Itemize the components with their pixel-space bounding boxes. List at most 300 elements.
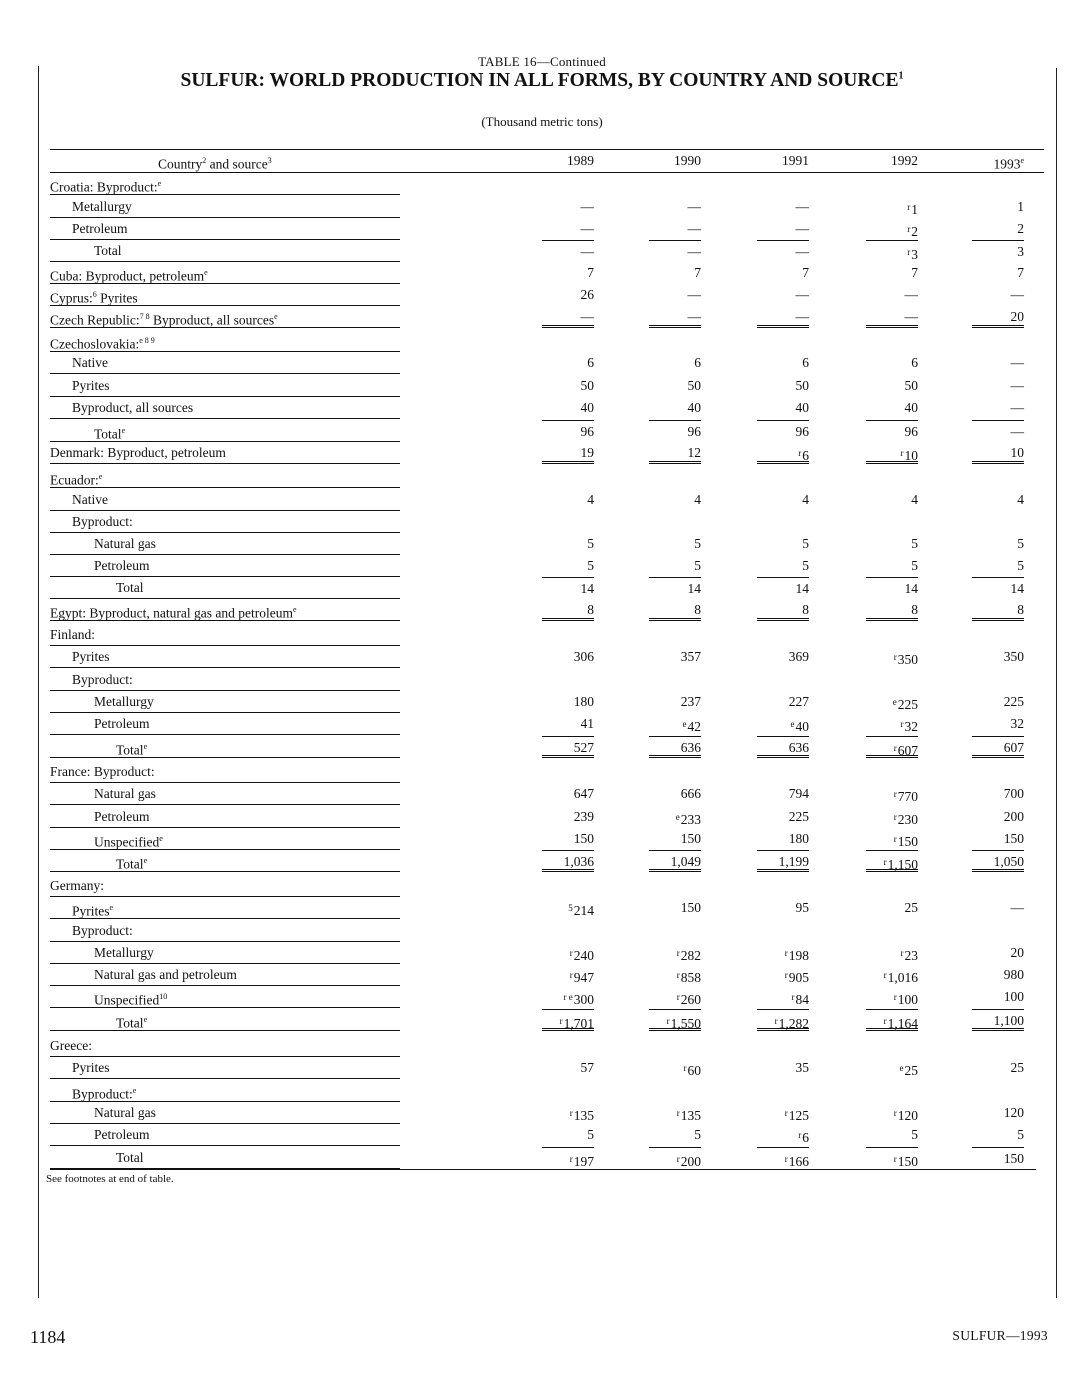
- cell-value: 225: [788, 809, 809, 824]
- cell-value: 50: [904, 378, 918, 393]
- row-label-text: Metallurgy: [94, 945, 154, 960]
- table-row: [0, 330, 1084, 352]
- cell-value: 3: [1017, 244, 1024, 259]
- cell-value: 20: [1010, 309, 1024, 324]
- value-footnote-mark: r: [900, 448, 904, 458]
- cell-value: 607: [1003, 740, 1024, 755]
- value-footnote-mark: r: [900, 948, 904, 958]
- cell-value: 7: [694, 265, 701, 280]
- table-cell-1989: [542, 555, 594, 577]
- cell-value: 40: [580, 400, 594, 415]
- cell-value: 794: [788, 786, 809, 801]
- table-cell-1991: [757, 442, 809, 464]
- row-label-footnote: e: [143, 742, 148, 751]
- row-label: [50, 828, 400, 850]
- cell-value: 96: [687, 424, 701, 439]
- value-footnote-mark: r: [893, 1108, 897, 1118]
- row-label-text: Unspecified: [94, 992, 160, 1008]
- table-cell-1991: [757, 964, 809, 986]
- row-label-text: Petroleum: [94, 809, 150, 824]
- table-cell-1991: [757, 375, 809, 397]
- table-cell-1991: [757, 306, 809, 328]
- table-cell-1991: [757, 850, 809, 872]
- row-label-footnote: e: [157, 179, 162, 188]
- table-cell-1990: [649, 240, 701, 262]
- table-cell-1989: [542, 420, 594, 442]
- value-footnote-mark: 5: [568, 903, 573, 913]
- row-label: [50, 511, 400, 533]
- cell-value: 527: [573, 740, 594, 755]
- row-label-text: Petroleum: [94, 1127, 150, 1142]
- cell-value: 770: [897, 789, 918, 804]
- cell-value: 150: [897, 834, 918, 849]
- cell-value: 8: [802, 602, 809, 617]
- cell-value: 125: [788, 1108, 809, 1123]
- cell-value: 6: [911, 355, 918, 370]
- table-cell-1992: [866, 850, 918, 872]
- header-source-sup: 3: [267, 156, 272, 165]
- value-footnote-mark: r: [907, 202, 911, 212]
- cell-value: 2: [911, 224, 918, 239]
- table-cell-1993: [972, 691, 1024, 713]
- table-cell-1990: [649, 577, 701, 599]
- table-cell-1992: [866, 397, 918, 419]
- table-row: [0, 986, 1084, 1008]
- cell-value: 1: [911, 202, 918, 217]
- cell-value: 230: [897, 812, 918, 827]
- cell-value: —: [795, 244, 809, 259]
- table-cell-1990: [649, 375, 701, 397]
- cell-value: 260: [680, 992, 701, 1007]
- table-row: [0, 920, 1084, 942]
- row-label-text: Greece:: [50, 1038, 92, 1053]
- table-cell-1990: [649, 555, 701, 577]
- cell-value: 180: [573, 694, 594, 709]
- row-label-footnote: e: [143, 856, 148, 865]
- cell-value: 5: [911, 1127, 918, 1142]
- year-header-1992: [866, 150, 918, 172]
- table-cell-1989: [542, 306, 594, 328]
- row-label-text: Natural gas and petroleum: [94, 967, 237, 982]
- table-cell-1989: [542, 646, 594, 668]
- cell-value: 50: [580, 378, 594, 393]
- row-label-text: Petroleum: [94, 716, 150, 731]
- row-label-text: Total: [116, 1015, 144, 1031]
- row-label-text: Egypt: Byproduct, natural gas and petroleum: [50, 605, 293, 621]
- year-header-text: 1991: [782, 153, 809, 168]
- table-cell-1991: [757, 555, 809, 577]
- value-footnote-mark: r: [569, 948, 573, 958]
- row-label: [50, 599, 400, 621]
- table-cell-1990: [649, 442, 701, 464]
- table-row: [0, 691, 1084, 713]
- table-cell-1989: [542, 489, 594, 511]
- cell-value: 239: [573, 809, 594, 824]
- row-label-text: Pyrites: [72, 1060, 110, 1075]
- table-row: [0, 173, 1084, 195]
- table-cell-1992: [866, 599, 918, 621]
- table-cell-1993: [972, 196, 1024, 218]
- table-cell-1990: [649, 713, 701, 735]
- cell-value: 166: [788, 1154, 809, 1169]
- cell-value: 357: [680, 649, 701, 664]
- units-note: (Thousand metric tons): [481, 114, 603, 129]
- table-row: [0, 1080, 1084, 1102]
- table-cell-1989: [542, 1009, 594, 1031]
- cell-value: 4: [802, 492, 809, 507]
- row-label: [50, 218, 400, 240]
- value-footnote-mark: r: [784, 948, 788, 958]
- value-footnote-mark: r: [676, 970, 680, 980]
- year-header-text: 1990: [674, 153, 701, 168]
- row-label: [50, 942, 400, 964]
- cell-value: 96: [904, 424, 918, 439]
- row-label: [50, 352, 400, 374]
- year-header-1993: [972, 150, 1024, 172]
- cell-value: 50: [687, 378, 701, 393]
- cell-value: —: [904, 309, 918, 324]
- header-and-source: and source: [206, 156, 268, 172]
- table-cell-1989: [542, 828, 594, 850]
- cell-value: —: [687, 309, 701, 324]
- table-title: [0, 70, 1084, 92]
- table-bottom-rule: [50, 1169, 1036, 1170]
- cell-value: 5: [694, 1127, 701, 1142]
- table-cell-1990: [649, 599, 701, 621]
- year-header-text: 1993: [993, 156, 1021, 172]
- table-row: [0, 533, 1084, 555]
- row-label: [50, 897, 400, 919]
- cell-value: 150: [897, 1154, 918, 1169]
- row-label: [50, 986, 400, 1008]
- row-label-footnote: e: [204, 268, 208, 277]
- cell-value: 8: [694, 602, 701, 617]
- table-cell-1993: [972, 646, 1024, 668]
- table-cell-1992: [866, 577, 918, 599]
- row-label-text: Pyrites: [96, 290, 138, 306]
- cell-value: 636: [680, 740, 701, 755]
- cell-value: 5: [911, 536, 918, 551]
- table-row: [0, 511, 1084, 533]
- value-footnote-mark: r: [784, 970, 788, 980]
- table-row: [0, 624, 1084, 646]
- row-label-text: Czechoslovakia:: [50, 336, 140, 352]
- table-cell-1989: [542, 850, 594, 872]
- cell-value: 14: [795, 581, 809, 596]
- cell-value: 23: [904, 948, 918, 963]
- value-footnote-mark: r: [893, 1154, 897, 1164]
- table-cell-1990: [649, 1147, 701, 1169]
- cell-value: 1,016: [887, 970, 918, 985]
- table-cell-1993: [972, 986, 1024, 1008]
- table-cell-1990: [649, 262, 701, 284]
- row-label: [50, 646, 400, 668]
- cell-value: 135: [680, 1108, 701, 1123]
- cell-value: 233: [680, 812, 701, 827]
- cell-value: 1,150: [887, 857, 918, 872]
- table-row: [0, 713, 1084, 735]
- row-label-text: Petroleum: [72, 221, 128, 236]
- row-label: [50, 736, 400, 758]
- row-label: [50, 306, 400, 328]
- table-cell-1989: [542, 577, 594, 599]
- row-label-footnote: 6: [92, 290, 97, 299]
- year-header-text: 1992: [891, 153, 918, 168]
- cell-value: 5: [587, 558, 594, 573]
- row-label-text: Pyrites: [72, 903, 110, 919]
- table-cell-1992: [866, 352, 918, 374]
- cell-value: —: [795, 309, 809, 324]
- row-label: [50, 284, 400, 306]
- table-cell-1992: [866, 284, 918, 306]
- cell-value: 5: [1017, 558, 1024, 573]
- table-row: [0, 1102, 1084, 1124]
- row-label: [50, 1009, 400, 1031]
- cell-value: 282: [680, 948, 701, 963]
- value-footnote-mark: r: [791, 992, 795, 1002]
- row-label: [50, 1124, 400, 1146]
- table-cell-1992: [866, 964, 918, 986]
- cell-value: 197: [573, 1154, 594, 1169]
- table-row: [0, 352, 1084, 374]
- cell-value: 7: [587, 265, 594, 280]
- page-number: 1184: [30, 1327, 66, 1347]
- table-cell-1991: [757, 783, 809, 805]
- row-label: [50, 713, 400, 735]
- table-cell-1993: [972, 942, 1024, 964]
- cell-value: 25: [1010, 1060, 1024, 1075]
- table-row: [0, 828, 1084, 850]
- cell-value: 4: [911, 492, 918, 507]
- table-cell-1993: [972, 828, 1024, 850]
- table-cell-1992: [866, 555, 918, 577]
- cell-value: 150: [680, 831, 701, 846]
- table-row: [0, 375, 1084, 397]
- table-row: [0, 1009, 1084, 1031]
- cell-value: —: [795, 199, 809, 214]
- value-footnote-mark: r: [893, 992, 897, 1002]
- table-cell-1993: [972, 218, 1024, 240]
- row-label-text: Finland:: [50, 627, 96, 642]
- cell-value: —: [1010, 424, 1024, 439]
- cell-value: 19: [580, 445, 594, 460]
- table-cell-1993: [972, 599, 1024, 621]
- table-row: [0, 897, 1084, 919]
- table-cell-1990: [649, 196, 701, 218]
- row-label-text: Total: [116, 742, 144, 758]
- cell-value: 7: [802, 265, 809, 280]
- table-cell-1990: [649, 533, 701, 555]
- cell-value: 14: [904, 581, 918, 596]
- row-label: [50, 397, 400, 419]
- table-cell-1992: [866, 306, 918, 328]
- cell-value: 214: [573, 903, 594, 918]
- table-cell-1993: [972, 964, 1024, 986]
- table-cell-1991: [757, 828, 809, 850]
- cell-value: 200: [1003, 809, 1024, 824]
- cell-value: 14: [1010, 581, 1024, 596]
- table-cell-1991: [757, 599, 809, 621]
- row-label: [50, 1102, 400, 1124]
- table-row: [0, 806, 1084, 828]
- cell-value: 300: [573, 992, 594, 1007]
- cell-value: 1,100: [993, 1013, 1024, 1028]
- cell-value: —: [687, 199, 701, 214]
- value-footnote-mark: r: [907, 247, 911, 257]
- cell-value: 14: [687, 581, 701, 596]
- value-footnote-mark: r: [676, 1108, 680, 1118]
- cell-value: 1,701: [563, 1016, 594, 1031]
- cell-value: 8: [1017, 602, 1024, 617]
- table-title-text: SULFUR: WORLD PRODUCTION IN ALL FORMS, BY COUNTRY AND SOURCE: [180, 70, 899, 91]
- table-cell-1989: [542, 1057, 594, 1079]
- cell-value: 5: [694, 536, 701, 551]
- row-label-text: Metallurgy: [94, 694, 154, 709]
- row-label-text: Native: [72, 492, 108, 507]
- row-label-text: Cuba: Byproduct, petroleum: [50, 268, 205, 284]
- table-cell-1992: [866, 806, 918, 828]
- value-footnote-mark: r: [774, 1016, 778, 1026]
- table-cell-1991: [757, 1147, 809, 1169]
- value-footnote-mark: r: [559, 1016, 563, 1026]
- cell-value: 25: [904, 1063, 918, 1078]
- table-cell-1992: [866, 1102, 918, 1124]
- cell-value: 1,282: [778, 1016, 809, 1031]
- table-row: [0, 875, 1084, 897]
- table-cell-1991: [757, 897, 809, 919]
- table-row: [0, 669, 1084, 691]
- table-cell-1992: [866, 828, 918, 850]
- value-footnote-mark: r: [784, 1154, 788, 1164]
- cell-value: —: [1010, 900, 1024, 915]
- cell-value: 5: [1017, 1127, 1024, 1142]
- row-label-text: Total: [116, 856, 144, 872]
- cell-value: —: [580, 309, 594, 324]
- table-cell-1990: [649, 828, 701, 850]
- table-cell-1989: [542, 284, 594, 306]
- cell-value: 980: [1003, 967, 1024, 982]
- cell-value: 96: [795, 424, 809, 439]
- cell-value: 150: [1003, 1151, 1024, 1166]
- table-cell-1993: [972, 1124, 1024, 1146]
- value-footnote-mark: r: [569, 970, 573, 980]
- cell-value: 198: [788, 948, 809, 963]
- cell-value: 150: [680, 900, 701, 915]
- cell-value: 200: [680, 1154, 701, 1169]
- cell-value: —: [687, 221, 701, 236]
- row-label: [50, 964, 400, 986]
- table-cell-1993: [972, 375, 1024, 397]
- cell-value: —: [687, 287, 701, 302]
- table-cell-1992: [866, 1057, 918, 1079]
- value-footnote-mark: r: [798, 1130, 802, 1140]
- year-header-1990: [649, 150, 701, 172]
- table-cell-1989: [542, 442, 594, 464]
- cell-value: 607: [897, 743, 918, 758]
- row-label: [50, 240, 400, 262]
- value-footnote-mark: r: [907, 224, 911, 234]
- cell-value: —: [687, 244, 701, 259]
- row-label: [50, 1147, 400, 1169]
- table-row: [0, 218, 1084, 240]
- table-cell-1992: [866, 196, 918, 218]
- table-cell-1989: [542, 196, 594, 218]
- table-cell-1993: [972, 533, 1024, 555]
- row-label: [50, 375, 400, 397]
- table-cell-1990: [649, 352, 701, 374]
- table-cell-1989: [542, 599, 594, 621]
- value-footnote-mark: r: [893, 812, 897, 822]
- cell-value: 8: [587, 602, 594, 617]
- table-row: [0, 1124, 1084, 1146]
- value-footnote-mark: r: [784, 1108, 788, 1118]
- cell-value: 57: [580, 1060, 594, 1075]
- row-label-text: Metallurgy: [72, 199, 132, 214]
- value-footnote-mark: r: [683, 1063, 687, 1073]
- cell-value: 3: [911, 247, 918, 262]
- cell-value: 1,550: [670, 1016, 701, 1031]
- table-cell-1989: [542, 1124, 594, 1146]
- value-footnote-mark: r: [883, 1016, 887, 1026]
- table-row: [0, 577, 1084, 599]
- table-cell-1989: [542, 240, 594, 262]
- year-header-1991: [757, 150, 809, 172]
- row-label-text: Natural gas: [94, 786, 156, 801]
- table-row: [0, 942, 1084, 964]
- table-cell-1990: [649, 691, 701, 713]
- cell-value: 858: [680, 970, 701, 985]
- cell-value: 6: [694, 355, 701, 370]
- cell-value: 6: [802, 448, 809, 463]
- cell-value: 636: [788, 740, 809, 755]
- cell-value: 41: [580, 716, 594, 731]
- table-cell-1992: [866, 218, 918, 240]
- table-row: [0, 850, 1084, 872]
- value-footnote-mark: r: [883, 970, 887, 980]
- header-country-sup: 2: [202, 156, 207, 165]
- table-cell-1989: [542, 713, 594, 735]
- running-head: SULFUR—1993: [952, 1328, 1048, 1343]
- row-label: [50, 489, 400, 511]
- table-cell-1993: [972, 713, 1024, 735]
- table-cell-1992: [866, 713, 918, 735]
- table-cell-1991: [757, 284, 809, 306]
- table-cell-1990: [649, 897, 701, 919]
- row-label-text: Pyrites: [72, 649, 110, 664]
- value-footnote-mark: e: [675, 812, 680, 822]
- cell-value: 20: [1010, 945, 1024, 960]
- table-cell-1989: [542, 218, 594, 240]
- table-cell-1993: [972, 577, 1024, 599]
- cell-value: 350: [897, 652, 918, 667]
- table-cell-1990: [649, 1057, 701, 1079]
- cell-value: —: [580, 244, 594, 259]
- table-cell-1992: [866, 262, 918, 284]
- row-label-text: Total: [94, 243, 122, 258]
- value-footnote-mark: r: [893, 834, 897, 844]
- cell-value: 5: [587, 1127, 594, 1142]
- table-row: [0, 646, 1084, 668]
- table-cell-1990: [649, 1102, 701, 1124]
- table-cell-1992: [866, 736, 918, 758]
- table-cell-1991: [757, 196, 809, 218]
- cell-value: 1,049: [670, 854, 701, 869]
- table-cell-1990: [649, 1009, 701, 1031]
- cell-value: 150: [573, 831, 594, 846]
- table-cell-1993: [972, 420, 1024, 442]
- table-cell-1991: [757, 1124, 809, 1146]
- table-cell-1991: [757, 736, 809, 758]
